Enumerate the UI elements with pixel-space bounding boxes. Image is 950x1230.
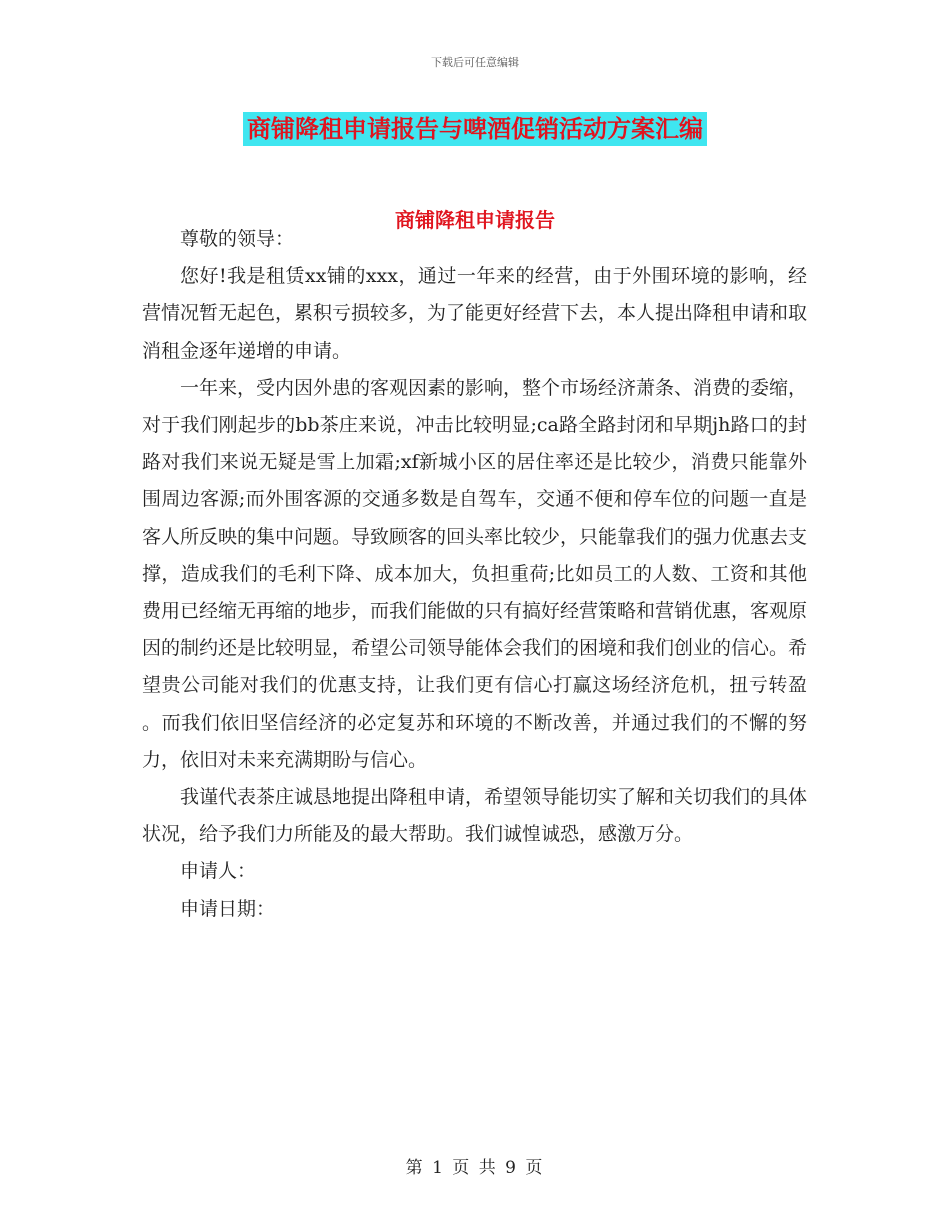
paragraph: 您好!我是租赁xx铺的xxx，通过一年来的经营，由于外围环境的影响，经营情况暂无起色，累积亏损较多，为了能更好经营下去，本人提出降租申请和取消租金逐年递增的申请。 xyxy=(142,265,808,362)
paragraph: 我谨代表茶庄诚恳地提出降租申请，希望领导能切实了解和关切我们的具体状况，给予我们力所能及的最大帮助。我们诚惶诚恐，感激万分。 xyxy=(142,786,808,846)
main-title: 商铺降租申请报告与啤酒促销活动方案汇编 xyxy=(243,112,707,146)
date-line: 申请日期： xyxy=(180,897,276,920)
section-title: 商铺降租申请报告 xyxy=(395,208,555,232)
header-note: 下载后可任意编辑 xyxy=(431,56,519,69)
document-body xyxy=(142,221,807,928)
page-number: 第 1 页 共 9 页 xyxy=(405,1158,545,1178)
applicant-line: 申请人： xyxy=(180,860,257,883)
salutation: 尊敬的领导： xyxy=(180,228,295,250)
main-title-wrap xyxy=(0,112,950,146)
paragraph: 一年来，受内因外患的客观因素的影响，整个市场经济萧条、消费的委缩，对于我们刚起步的bb茶庄来说，冲击比较明显;ca路全路封闭和早期jh路口的封路对我们来说无疑是雪上加霜;xf新城小区的居住率还是比较少，消费只能靠外围周边客源;而外围客源的交通多数是自驾车，交通不便和停车位的问题一直是客人所反映的集中问题。导致顾客的回头率比较少，只能靠我们的强力优惠去支撑，造成我们的毛利下降、成本加大，负担重荷;比如员工的人数、工资和其他费用已经缩无再缩的地步，而我们能做的只有搞好经营策略和营销优惠，客观原因的制约还是比较明显，希望公司领导能体会我们的困境和我们创业的信心。希望贵公司能对我们的优惠支持，让我们更有信心打赢这场经济危机，扭亏转盈 。而我们依旧坚信经济的必定复苏和环境的不断改善，并通过我们的不懈的努力，依旧对未来充满期盼与信心。 xyxy=(142,376,808,771)
